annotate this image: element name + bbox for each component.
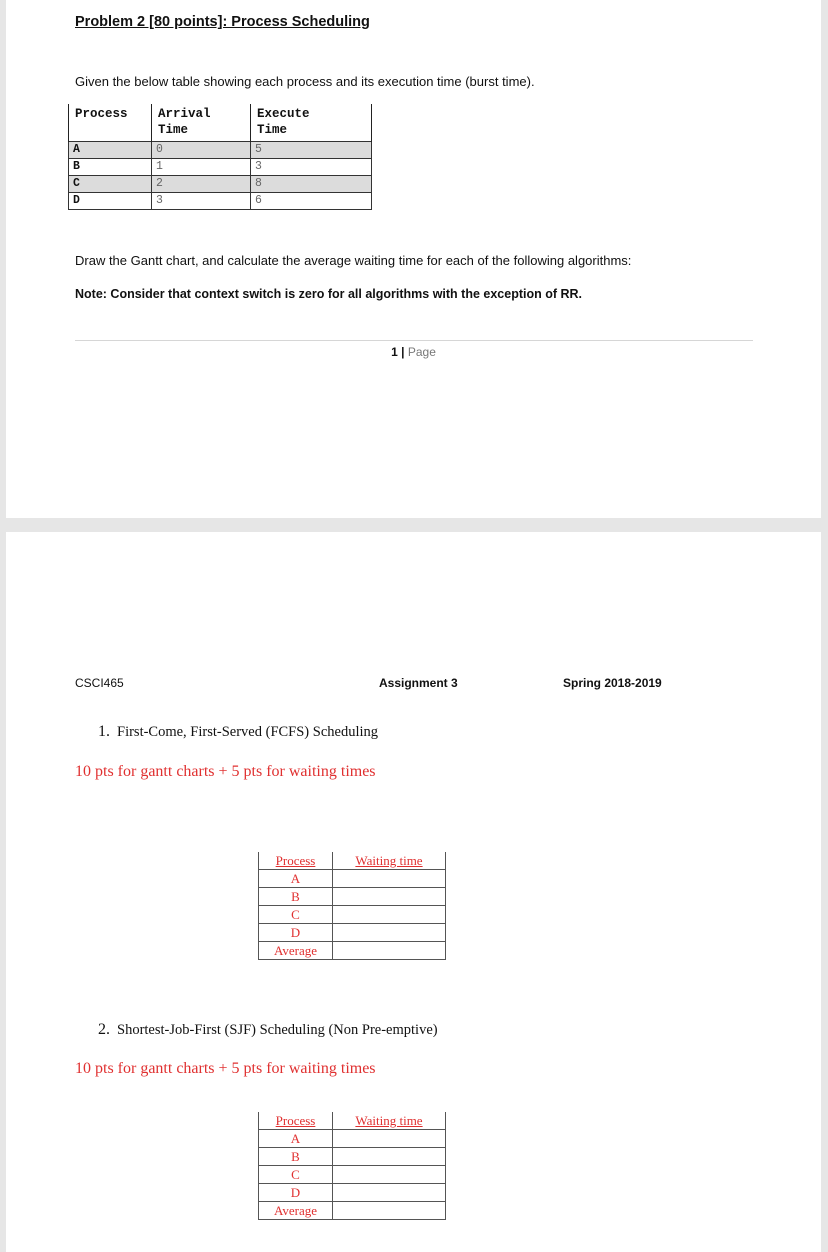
average-label: Average <box>259 1202 333 1220</box>
process-table <box>68 104 372 210</box>
table-row <box>259 1202 446 1220</box>
page-1 <box>6 0 821 518</box>
waiting-time-cell <box>333 1148 446 1166</box>
page-number: 1 | <box>391 345 405 359</box>
waiting-time-cell <box>333 906 446 924</box>
note-text: Note: Consider that context switch is zero for all algorithms with the exception of RR. <box>75 287 583 301</box>
header-process <box>259 852 333 870</box>
waiting-time-cell <box>333 942 446 960</box>
process-name: D <box>69 193 152 210</box>
table-row <box>69 176 372 193</box>
waiting-time-cell <box>333 924 446 942</box>
arrival-time: 3 <box>152 193 251 210</box>
waiting-time-cell <box>333 1166 446 1184</box>
execute-time: 3 <box>251 159 372 176</box>
header-execute-label-2: Time <box>257 123 288 137</box>
waiting-time-cell <box>333 1184 446 1202</box>
execute-time: 8 <box>251 176 372 193</box>
header-waiting-time <box>333 852 446 870</box>
process-table-header <box>69 104 372 142</box>
table-row <box>259 1148 446 1166</box>
table-row <box>69 193 372 210</box>
page-word: Page <box>407 345 436 359</box>
waiting-table-header <box>259 1112 446 1130</box>
table-row <box>259 870 446 888</box>
section-2-points: 10 pts for gantt charts + 5 pts for waiting times <box>75 1060 376 1077</box>
section-2-heading <box>98 1021 438 1039</box>
header-process <box>259 1112 333 1130</box>
section-title: Shortest-Job-First (SJF) Scheduling (Non Pre-emptive) <box>117 1022 438 1038</box>
execute-time: 6 <box>251 193 372 210</box>
table-row <box>69 142 372 159</box>
waiting-table-header <box>259 852 446 870</box>
header-process-label: Process <box>75 107 128 121</box>
process-name: A <box>259 870 333 888</box>
section-title: First-Come, First-Served (FCFS) Scheduling <box>117 724 379 740</box>
table-row <box>259 942 446 960</box>
sjf-waiting-table <box>258 1112 446 1220</box>
header-arrival-label-2: Time <box>158 123 189 137</box>
process-name: D <box>259 1184 333 1202</box>
intro-text: Given the below table showing each process and its execution time (burst time). <box>75 74 535 89</box>
average-label: Average <box>259 942 333 960</box>
process-name: A <box>259 1130 333 1148</box>
header-waiting-label: Waiting time <box>355 1113 423 1128</box>
process-name: C <box>69 176 152 193</box>
process-name: A <box>69 142 152 159</box>
header-arrival-time <box>152 104 251 142</box>
process-name: B <box>259 1148 333 1166</box>
section-number: 1. <box>98 723 110 740</box>
waiting-time-cell <box>333 888 446 906</box>
waiting-time-cell <box>333 1130 446 1148</box>
section-1-points: 10 pts for gantt charts + 5 pts for waiting times <box>75 763 376 780</box>
section-1-heading <box>98 723 378 741</box>
table-row <box>259 1166 446 1184</box>
header-process-label: Process <box>275 853 316 868</box>
arrival-time: 2 <box>152 176 251 193</box>
page-2 <box>6 532 821 1252</box>
header-course: CSCI465 <box>75 676 124 690</box>
fcfs-waiting-table <box>258 852 446 960</box>
header-waiting-label: Waiting time <box>355 853 423 868</box>
header-term: Spring 2018-2019 <box>563 676 662 690</box>
table-row <box>69 159 372 176</box>
page-footer <box>6 345 821 359</box>
header-process-label: Process <box>275 1113 316 1128</box>
header-arrival-label: Arrival <box>158 107 211 121</box>
header-waiting-time <box>333 1112 446 1130</box>
arrival-time: 1 <box>152 159 251 176</box>
process-name: C <box>259 1166 333 1184</box>
table-row <box>259 1130 446 1148</box>
process-name: B <box>259 888 333 906</box>
header-execute-label: Execute <box>257 107 310 121</box>
process-name: D <box>259 924 333 942</box>
instruction-text: Draw the Gantt chart, and calculate the average waiting time for each of the following algorithms: <box>75 253 632 268</box>
table-row <box>259 906 446 924</box>
process-name: B <box>69 159 152 176</box>
problem-title: Problem 2 [80 points]: Process Scheduling <box>75 14 370 30</box>
waiting-time-cell <box>333 1202 446 1220</box>
header-execute-time <box>251 104 372 142</box>
table-row <box>259 888 446 906</box>
execute-time: 5 <box>251 142 372 159</box>
table-row <box>259 924 446 942</box>
table-row <box>259 1184 446 1202</box>
footer-divider <box>75 340 753 341</box>
header-process <box>69 104 152 142</box>
section-number: 2. <box>98 1021 110 1038</box>
arrival-time: 0 <box>152 142 251 159</box>
waiting-time-cell <box>333 870 446 888</box>
header-assignment: Assignment 3 <box>379 676 458 690</box>
process-name: C <box>259 906 333 924</box>
